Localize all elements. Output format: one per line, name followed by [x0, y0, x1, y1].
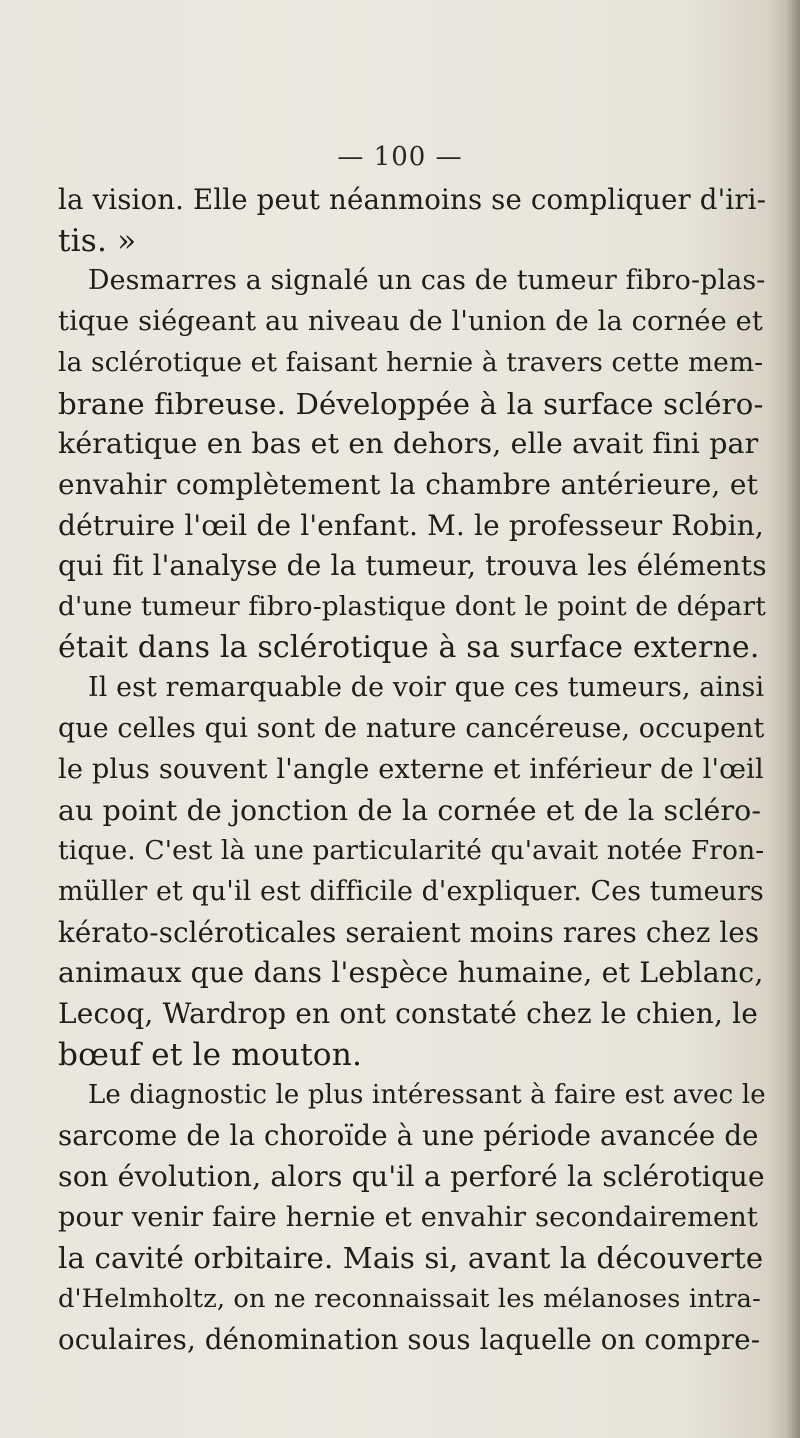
text-line: pour venir faire hernie et envahir secondairement: [58, 1201, 758, 1233]
text-line: Le diagnostic le plus intéressant à faire est avec le: [88, 1080, 766, 1111]
text-line: la sclérotique et faisant hernie à travers cette mem-: [58, 346, 764, 378]
text-line: était dans la sclérotique à sa surface externe.: [58, 629, 760, 665]
text-line: müller et qu'il est difficile d'expliquer. Ces tumeurs: [58, 875, 764, 907]
text-line: d'Helmholtz, on ne reconnaissait les mélanoses intra-: [58, 1283, 761, 1314]
text-line: que celles qui sont de nature cancéreuse, occupent: [58, 713, 765, 745]
text-line: la vision. Elle peut néanmoins se compliquer d'iri-: [58, 183, 767, 216]
text-line: Lecoq, Wardrop en ont constaté chez le chien, le: [58, 997, 758, 1031]
text-line: d'une tumeur fibro-plastique dont le point de départ: [58, 591, 766, 623]
text-line: tis. »: [58, 222, 137, 259]
text-line: brane fibreuse. Développée à la surface scléro-: [58, 386, 764, 421]
text-line: le plus souvent l'angle externe et inférieur de l'œil: [58, 753, 764, 785]
text-line: son évolution, alors qu'il a perforé la sclérotique: [58, 1159, 765, 1193]
text-line: envahir complètement la chambre antérieure, et: [58, 467, 758, 501]
text-line: kérato-scléroticales seraient moins rares chez les: [58, 915, 760, 949]
text-line: au point de jonction de la cornée et de la scléro-: [58, 793, 762, 827]
text-line: sarcome de la choroïde à une période avancée de: [58, 1119, 759, 1153]
text-line: oculaires, dénomination sous laquelle on compre-: [58, 1322, 761, 1356]
text-line: bœuf et le mouton.: [58, 1036, 363, 1073]
page-number: — 100 —: [337, 142, 463, 172]
text-line: la cavité orbitaire. Mais si, avant la découverte: [58, 1241, 764, 1276]
text-line: tique. C'est là une particularité qu'avait notée Fron-: [58, 835, 765, 867]
text-line: tique siégeant au niveau de l'union de la cornée et: [58, 306, 763, 338]
body-text: [58, 180, 767, 1360]
text-line: détruire l'œil de l'enfant. M. le professeur Robin,: [58, 508, 764, 542]
text-line: qui fit l'analyse de la tumeur, trouva les éléments: [58, 549, 767, 583]
text-line: Il est remarquable de voir que ces tumeurs, ainsi: [88, 672, 765, 704]
text-line: animaux que dans l'espèce humaine, et Leblanc,: [58, 956, 764, 990]
text-line: kératique en bas et en dehors, elle avait fini par: [58, 427, 759, 461]
text-line: Desmarres a signalé un cas de tumeur fibro-plas-: [88, 265, 766, 297]
page-edge-shadow: [786, 0, 800, 1438]
